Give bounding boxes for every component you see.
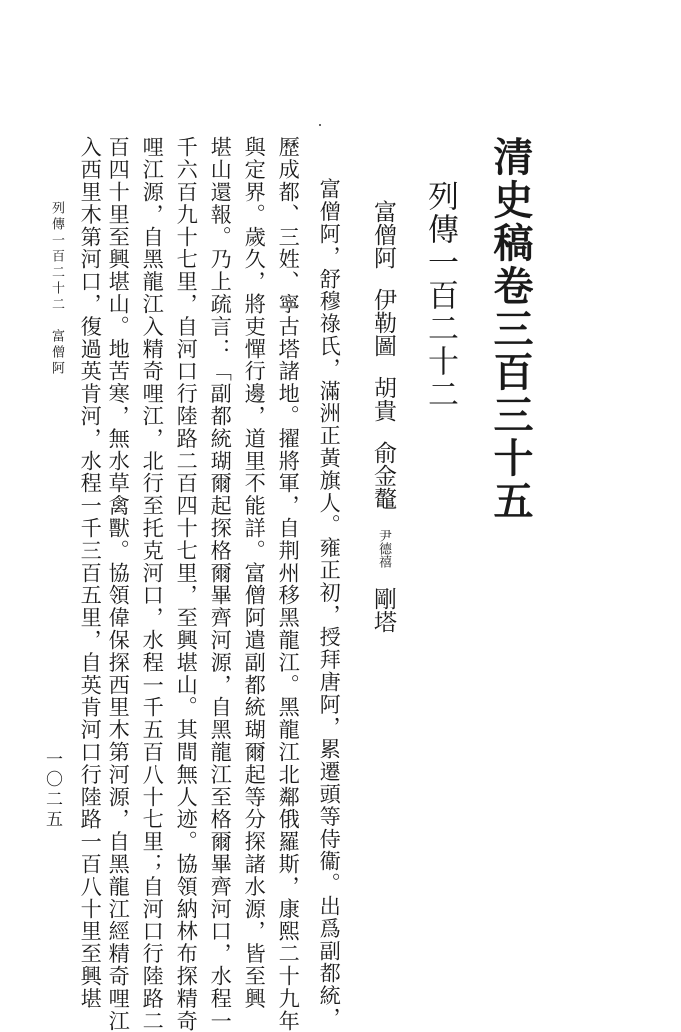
body-column-7: 百四十里至興堪山。地苦寒，無水草禽獸。協領偉保探西里木第河源，自黑龍江經精奇哩江 xyxy=(106,136,132,1032)
name-fu-seng-a: 富僧阿 xyxy=(370,200,396,269)
body-column-2: 歷成都、三姓、寧古塔諸地。擢將軍，自荆州移黑龍江。黑龍江北鄰俄羅斯，康熙二十九年 xyxy=(276,136,302,1032)
body-column-8: 入西里木第河口，復過英肯河，水程一千三百五里，自英肯河口行陸路一百八十里至興堪 xyxy=(78,136,104,1010)
biography-names xyxy=(371,200,394,633)
page-number: 一〇二五 xyxy=(42,750,62,830)
volume-title: 清史稿卷三百三十五 xyxy=(487,136,534,523)
appended-name-yin-de-xi: 尹德禧 xyxy=(376,529,391,568)
body-column-4: 堪山還報。乃上疏言：「副都統瑚爾起探格爾畢齊河源，自黑龍江至格爾畢齊河口，水程一 xyxy=(208,136,234,1032)
running-head: 列傳一百二十二 富僧阿 xyxy=(49,201,64,377)
body-column-6: 哩江源，自黑龍江入精奇哩江，北行至托克河口，水程一千五百八十七里；自河口行陸路二 xyxy=(140,136,166,1032)
name-hu-gui: 胡貴 xyxy=(370,376,396,422)
name-gang-ta: 剛塔 xyxy=(370,587,396,633)
name-yi-le-tu: 伊勒圖 xyxy=(370,288,396,357)
section-subtitle: 列傳一百二十二 xyxy=(422,180,458,411)
body-column-1: 富僧阿，舒穆祿氏，滿洲正黃旗人。雍正初，授拜唐阿，累遷頭等侍衞。出爲副都統， xyxy=(317,178,343,1030)
body-column-3: 與定界。歲久，將吏憚行邊，道里不能詳。富僧阿遣副都統瑚爾起等分探諸水源，皆至興 xyxy=(242,136,268,1010)
name-yu-jin-ao: 俞金鼇 xyxy=(370,441,396,510)
body-column-5: 千六百九十七里，自河口行陸路二百四十七里，至興堪山。其間無人迹。協領納林布探精奇 xyxy=(174,136,200,1032)
ink-speck xyxy=(319,124,321,126)
